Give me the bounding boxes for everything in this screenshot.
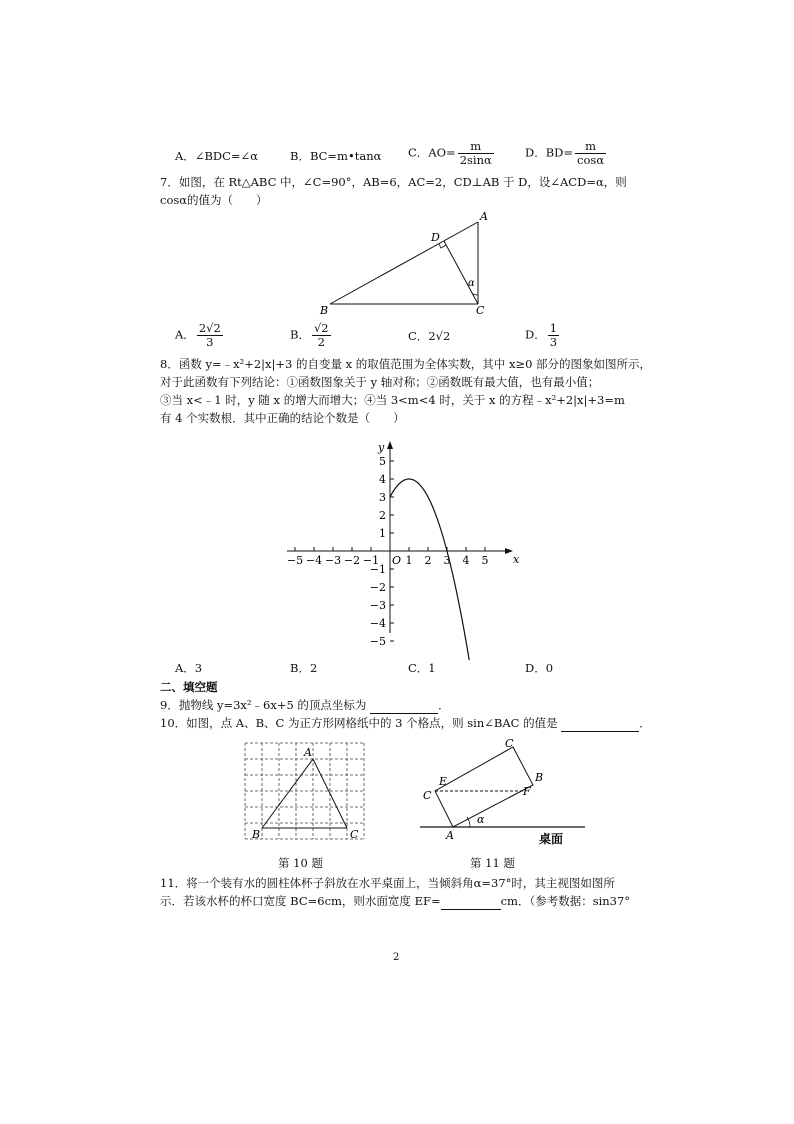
series-line	[390, 479, 474, 660]
q8-line2: 对于此函数有下列结论：①函数图象关于 y 轴对称；②函数既有最大值，也有最小值；	[160, 375, 600, 389]
q9: 9．抛物线 y=3x²﹣6x+5 的顶点坐标为 ．	[160, 698, 450, 712]
y-tick-label: −2	[369, 581, 386, 594]
y-tick-label: 3	[379, 491, 386, 504]
label-b: B	[535, 771, 544, 784]
q8-option-c: C．1	[408, 661, 436, 675]
q7-line1: 7．如图，在 Rt△ABC 中，∠C=90°，AB=6，AC=2，CD⊥AB 于 D，设∠ACD=α，则	[160, 175, 627, 189]
y-tick-label: −1	[369, 563, 386, 576]
y-tick-label: −5	[369, 635, 386, 648]
y-tick-label: 1	[379, 527, 386, 540]
q6-option-b: B．BC=m•tanα	[290, 149, 382, 163]
y-tick-label: 4	[379, 473, 386, 486]
q7-triangle-figure	[310, 208, 510, 320]
q10-blank[interactable]	[561, 731, 639, 732]
q11-blank[interactable]	[441, 909, 501, 910]
x-tick-label: 1	[405, 554, 413, 567]
right-angle-mark	[439, 244, 446, 248]
label-c: C	[476, 304, 485, 317]
y-tick-label: 5	[379, 455, 386, 468]
x-tick-label: 4	[462, 554, 470, 567]
q8-line4: 有 4 个实数根．其中正确的结论个数是（ ）	[160, 411, 405, 425]
fig11-cup	[415, 735, 590, 850]
fig10-grid	[240, 738, 370, 843]
section-title: 二、填空题	[160, 680, 218, 694]
segment-cd	[444, 241, 478, 304]
chart-series	[390, 479, 474, 660]
origin-label: O	[392, 554, 402, 567]
q8-line1: 8．函数 y=﹣x²+2|x|+3 的自变量 x 的取值范围为全体实数，其中 x≥0 部分的图象如图所示，	[160, 357, 652, 371]
x-tick-label: −5	[286, 554, 304, 567]
q7-line2: cosα的值为（ ）	[160, 193, 268, 207]
y-axis-label: y	[378, 441, 385, 454]
q8-line3: ③当 x<﹣1 时，y 随 x 的增大而增大；④当 3<m<4 时，关于 x 的方程﹣x²+2|x|+3=m	[160, 393, 625, 407]
x-tick-label: 5	[481, 554, 489, 567]
page-number: 2	[393, 952, 400, 963]
q7-option-b: B． $\frac{√2}{2}$	[290, 321, 329, 349]
y-tick-label: −4	[369, 617, 386, 630]
q7-option-c: C．2√2	[408, 329, 451, 343]
q11-line2: 示．若该水杯的杯口宽度 BC=6cm，则水面宽度 EF= cm．（参考数据：sin37°	[160, 894, 631, 908]
q6-option-d: D．BD= $\frac{m}{\cos\alpha}$	[525, 139, 605, 167]
label-a: A	[480, 210, 488, 223]
x-tick-label: −1	[362, 554, 380, 567]
x-tick-label: −4	[305, 554, 323, 567]
label-b: B	[320, 304, 329, 317]
segment-ab	[262, 759, 313, 828]
q7-option-d: D． $\frac{1}{3}$	[525, 321, 558, 349]
label-b: B	[252, 828, 261, 841]
chart-axes	[287, 441, 520, 633]
q11-line1: 11．将一个装有水的圆柱体杯子斜放在水平桌面上，当倾斜角α=37°时，其主视图如图所	[160, 876, 615, 890]
q6-option-c: C．AO= $\frac{m}{2\sin\alpha}$	[408, 139, 492, 167]
q6-option-a: A．∠BDC=∠α	[175, 149, 258, 163]
q7-option-a: A． $\frac{2√2}{3}$	[175, 321, 221, 349]
q8-option-a: A．3	[175, 661, 203, 675]
label-e: E	[439, 775, 448, 788]
y-tick-label: −3	[369, 599, 386, 612]
x-tick-label: 2	[424, 554, 432, 567]
label-c: C	[350, 828, 359, 841]
x-axis-arrow	[505, 548, 513, 554]
q8-option-b: B．2	[290, 661, 318, 675]
q8-function-graph	[280, 425, 530, 660]
x-tick-label: 3	[443, 554, 451, 567]
label-a: A	[446, 829, 454, 842]
x-tick-label: −3	[324, 554, 342, 567]
fig10-caption: 第 10 题	[278, 856, 323, 870]
label-alpha: α	[468, 278, 475, 289]
label-d: D	[431, 231, 440, 244]
y-tick-label: 2	[379, 509, 386, 522]
label-f: F	[523, 785, 531, 798]
y-axis-arrow	[387, 441, 393, 449]
label-a: A	[304, 746, 312, 759]
q10: 10．如图，点 A、B、C 为正方形网格纸中的 3 个格点，则 sin∠BAC 的值是 ．	[160, 716, 651, 730]
alpha-arc	[473, 294, 478, 295]
fig11-caption: 第 11 题	[470, 856, 515, 870]
label-c-left: C	[423, 789, 432, 802]
label-alpha: α	[477, 813, 485, 826]
label-c-top: C	[505, 737, 514, 750]
q8-option-d: D．0	[525, 661, 554, 675]
label-desk: 桌面	[539, 832, 564, 846]
x-tick-label: −2	[343, 554, 361, 567]
x-axis-label: x	[513, 553, 520, 566]
